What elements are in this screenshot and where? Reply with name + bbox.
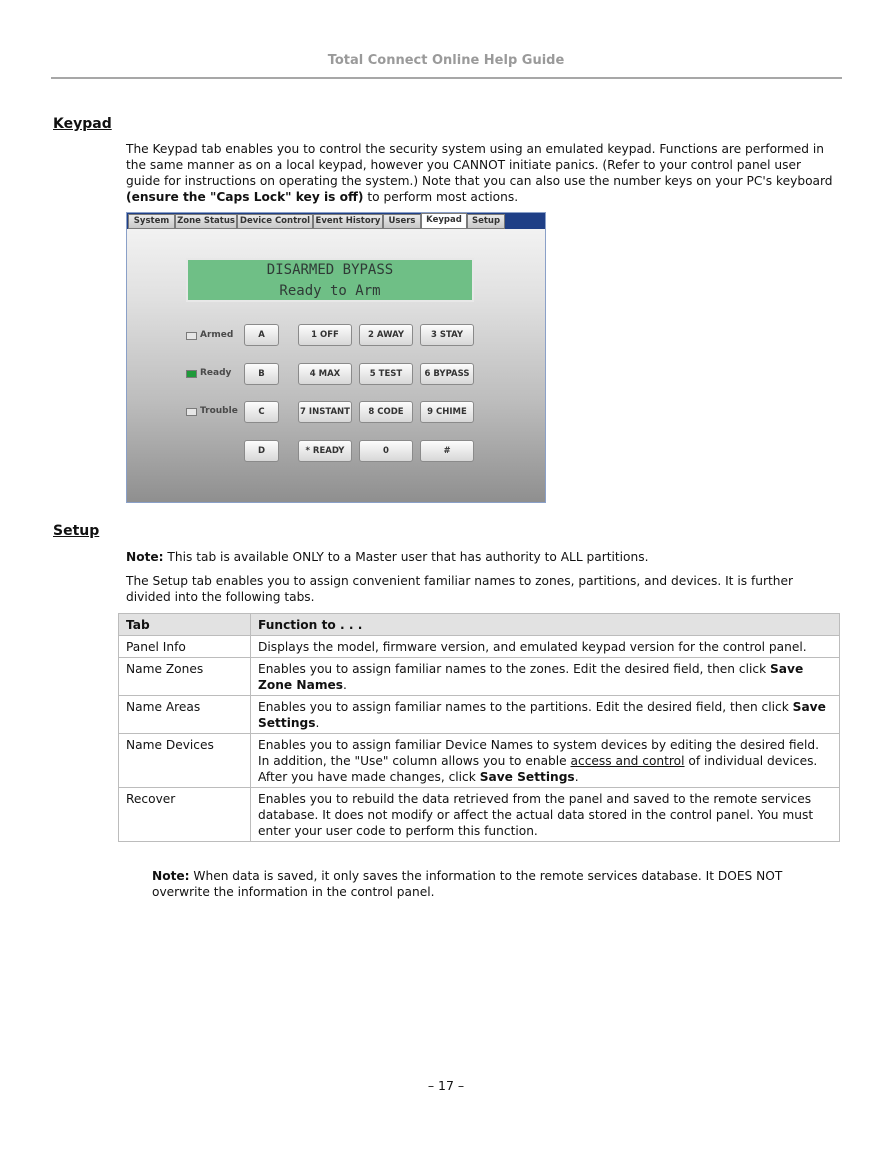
- armed-indicator-label: Armed: [200, 330, 234, 340]
- table-cell-function: Displays the model, firmware version, and emulated keypad version for the control panel.: [251, 636, 840, 658]
- table-row: [119, 636, 840, 658]
- tab-users[interactable]: Users: [383, 214, 421, 229]
- setup-note-text: This tab is available ONLY to a Master user that has authority to ALL partitions.: [163, 550, 649, 564]
- display-line-1: DISARMED BYPASS: [266, 262, 394, 278]
- tab-keypad[interactable]: Keypad: [421, 213, 467, 229]
- setup-tabs-table: [118, 613, 840, 842]
- keypad-heading: Keypad: [53, 116, 112, 132]
- page-number: – 17 –: [427, 1078, 465, 1093]
- footnote-label: Note:: [152, 869, 190, 883]
- setup-note: [126, 549, 838, 565]
- key-5-test[interactable]: 5 TEST: [359, 363, 413, 385]
- table-cell-tab: Name Devices: [119, 734, 251, 788]
- key-c[interactable]: C: [244, 401, 279, 423]
- table-cell-tab: Recover: [119, 788, 251, 842]
- ready-indicator-label: Ready: [200, 368, 232, 378]
- cell-text: Enables you to assign familiar names to the partitions. Edit the desired field, then click: [258, 700, 793, 714]
- table-header-row: [119, 614, 840, 636]
- keypad-lcd-display: [186, 258, 474, 302]
- ready-indicator-led: [186, 370, 197, 378]
- table-header-tab: Tab: [119, 614, 251, 636]
- header-rule: [51, 77, 842, 79]
- cell-bold: Save Settings: [258, 700, 826, 730]
- armed-indicator-led: [186, 332, 197, 340]
- key-8-code[interactable]: 8 CODE: [359, 401, 413, 423]
- display-line-2: Ready to Arm: [279, 283, 381, 299]
- cell-tail: .: [343, 678, 347, 692]
- table-row: [119, 734, 840, 788]
- table-row: [119, 788, 840, 842]
- tab-setup[interactable]: Setup: [467, 214, 505, 229]
- key-2-away[interactable]: 2 AWAY: [359, 324, 413, 346]
- key-4-max[interactable]: 4 MAX: [298, 363, 352, 385]
- page-header-title: Total Connect Online Help Guide: [327, 53, 565, 68]
- trouble-indicator-label: Trouble: [200, 406, 238, 416]
- trouble-indicator-led: [186, 408, 197, 416]
- table-cell-tab: Name Zones: [119, 658, 251, 696]
- table-header-function: Function to . . .: [251, 614, 840, 636]
- table-cell-function: [251, 734, 840, 788]
- keypad-tab-bar: [127, 213, 545, 229]
- caps-lock-note: (ensure the "Caps Lock" key is off): [126, 190, 364, 204]
- footnote-text: When data is saved, it only saves the information to the remote services database. It DOES NOT overwrite the information in the control panel.: [152, 869, 783, 899]
- tab-system[interactable]: System: [128, 214, 175, 229]
- footnote: [152, 868, 840, 900]
- keypad-paragraph: [126, 141, 838, 205]
- cell-tail: .: [315, 716, 320, 730]
- cell-text: Enables you to assign familiar names to the zones. Edit the desired field, then click: [258, 662, 771, 676]
- table-cell-function: [251, 658, 840, 696]
- keypad-paragraph-text: The Keypad tab enables you to control the security system using an emulated keypad. Functions are performed in the same manner as on a local keypad, however you CANNOT initiate panics. (Refer to your control panel user guide for instructions on operating the system.) Note that you can also use the number keys on your PC's keyboard: [126, 142, 833, 188]
- keypad-paragraph-tail: to perform most actions.: [363, 190, 519, 204]
- cell-tail: .: [574, 770, 579, 784]
- cell-bold: Save Zone Names: [258, 662, 804, 692]
- key-9-chime[interactable]: 9 CHIME: [420, 401, 474, 423]
- keypad-screenshot: [126, 212, 546, 503]
- table-cell-function: Enables you to rebuild the data retrieved from the panel and saved to the remote services database. It does not modify or affect the actual data stored in the control panel. You must enter your user code to perform this function.: [251, 788, 840, 842]
- table-cell-tab: Name Areas: [119, 696, 251, 734]
- key-a[interactable]: A: [244, 324, 279, 346]
- tab-event-history[interactable]: Event History: [313, 214, 383, 229]
- setup-intro: The Setup tab enables you to assign convenient familiar names to zones, partitions, and devices. It is further divided into the following tabs.: [126, 574, 793, 604]
- tab-device-control[interactable]: Device Control: [237, 214, 313, 229]
- setup-heading: Setup: [53, 523, 100, 539]
- cell-text-2: of individual devices. After you have made changes, click: [258, 754, 818, 784]
- key-b[interactable]: B: [244, 363, 279, 385]
- setup-note-label: Note:: [126, 550, 164, 564]
- key-7-instant[interactable]: 7 INSTANT: [298, 401, 352, 423]
- cell-text: Enables you to assign familiar Device Names to system devices by editing the desired field. In addition, the "Use" column allows you to enable: [258, 738, 819, 768]
- cell-bold: Save Settings: [479, 770, 575, 784]
- table-row: [119, 696, 840, 734]
- key-pound[interactable]: #: [420, 440, 474, 462]
- table-row: [119, 658, 840, 696]
- key-1-off[interactable]: 1 OFF: [298, 324, 352, 346]
- key-d[interactable]: D: [244, 440, 279, 462]
- key-3-stay[interactable]: 3 STAY: [420, 324, 474, 346]
- table-cell-tab: Panel Info: [119, 636, 251, 658]
- key-star-ready[interactable]: * READY: [298, 440, 352, 462]
- key-6-bypass[interactable]: 6 BYPASS: [420, 363, 474, 385]
- table-cell-function: [251, 696, 840, 734]
- key-0[interactable]: 0: [359, 440, 413, 462]
- tab-zone-status[interactable]: Zone Status: [175, 214, 237, 229]
- cell-underline: access and control: [570, 754, 685, 768]
